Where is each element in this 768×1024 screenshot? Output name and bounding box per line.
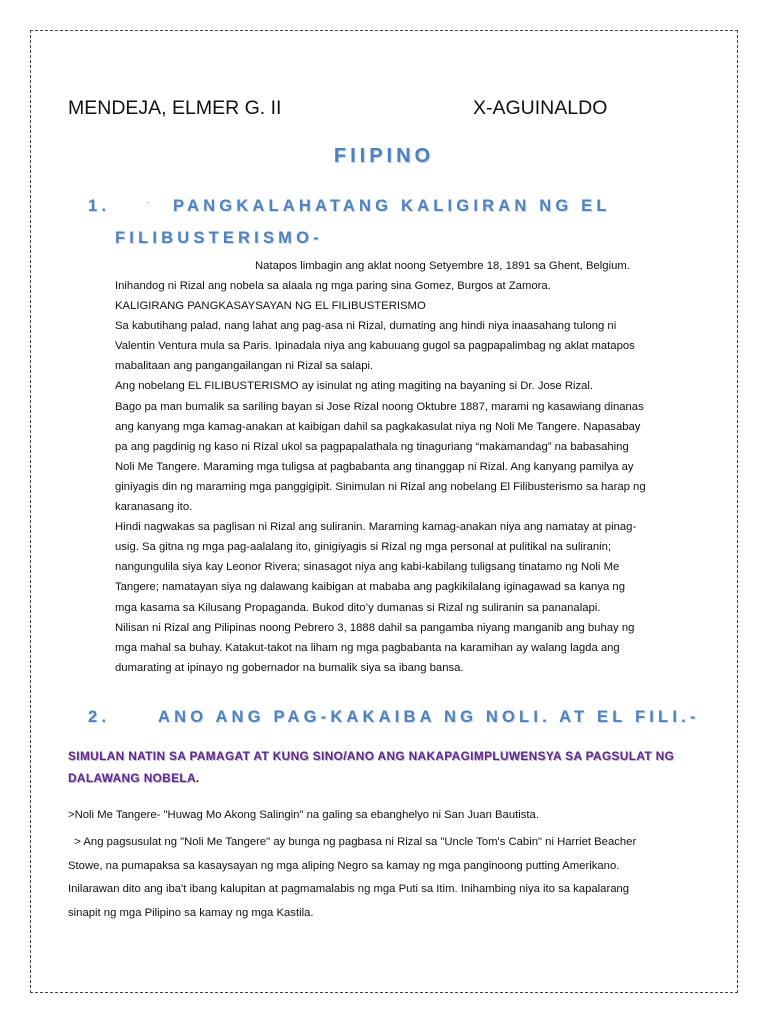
- section-1-first-line: Natapos limbagin ang aklat noong Setyembre 18, 1891 sa Ghent, Belgium.: [255, 260, 630, 272]
- body-line: KALIGIRANG PANGKASAYSAYAN NG EL FILIBUSTERISMO: [115, 300, 426, 313]
- body-line: mabalitaan ang pangangailangan ni Rizal sa salapi.: [115, 360, 374, 373]
- paragraph-line: Stowe, na pumapaksa sa kasaysayan ng mga aliping Negro sa kamay ng mga panginoong putting Amerikano.: [68, 859, 620, 872]
- heading-1-title: PANGKALAHATANG KALIGIRAN NG EL: [173, 197, 611, 215]
- heading-1-number: 1.: [88, 197, 111, 215]
- heading-2-number: 2.: [88, 708, 111, 726]
- body-line: Sa kabutihang palad, nang lahat ang pag-asa ni Rizal, dumating ang hindi niya inaasahang tulong ni: [115, 320, 617, 333]
- body-line: dumarating at ipinayo ng gobernador na bumalik siya sa ibang bansa.: [115, 661, 464, 674]
- emphasis-text: DALAWANG NOBELA: [68, 771, 196, 785]
- body-line: Inihandog ni Rizal ang nobela sa alaala ng mga paring sina Gomez, Burgos at Zamora.: [115, 280, 551, 292]
- body-line: mga kasama sa Kilusang Propaganda. Bukod dito’y dumanas si Rizal ng suliranin sa pananalapi.: [115, 601, 601, 614]
- emphasis-line-1: SIMULAN NATIN SA PAMAGAT AT KUNG SINO/ANO ANG NAKAPAGIMPLUWENSYA SA PAGSULAT NG: [68, 749, 675, 763]
- body-line: Valentin Ventura mula sa Paris. Ipinadala niya ang kabuuang gugol sa pagpapalimbag ng aklat matapos: [115, 340, 635, 353]
- subject-title: FIIPINO: [333, 145, 435, 167]
- paragraph-noli-meaning: [68, 804, 702, 828]
- section-1-body: [115, 276, 710, 678]
- body-line: Hindi nagwakas sa paglisan ni Rizal ang suliranin. Maraming kamag-anakan niya ang namatay at pinag-: [115, 521, 637, 534]
- paragraph-line: sinapit ng mga Pilipino sa kamay ng mga Kastila.: [68, 906, 314, 919]
- heading-1-mark: ·: [147, 197, 150, 207]
- body-line: Tangere; namatayan siya ng dalawang kaibigan at mababa ang pagkikilalang iginagawad sa kanya ng: [115, 581, 625, 594]
- body-line: Ang nobelang EL FILIBUSTERISMO ay isinulat ng ating magiting na bayaning si Dr. Jose Rizal.: [115, 380, 594, 393]
- body-line: ang kanyang mga kamag-anakan at kaibigan dahil sa pagkakasulat niya ng Noli Me Tangere. Napasabay: [115, 420, 641, 433]
- paragraph-noli-influence: [68, 831, 702, 925]
- body-line: Nilisan ni Rizal ang Pilipinas noong Pebrero 3, 1888 dahil sa pangamba niyang manganib ang buhay ng: [115, 621, 635, 634]
- body-line: mga mahal sa buhay. Katakut-takot na liham ng mga pagbabanta na karamihan ay walang lagda ang: [115, 641, 620, 654]
- body-line: karanasang ito.: [115, 501, 193, 514]
- paragraph-line: >Noli Me Tangere- "Huwag Mo Akong Salingin" na galing sa ebanghelyo ni San Juan Bautista.: [68, 809, 539, 821]
- emphasis-line-2: [68, 771, 700, 785]
- body-line: Noli Me Tangere. Maraming mga tuligsa at pagbabanta ang tinanggap ni Rizal. Ang kanyang pamilya ay: [115, 460, 634, 473]
- emphasis-period: .: [195, 771, 200, 785]
- body-line: Bago pa man bumalik sa sariling bayan si Jose Rizal noong Oktubre 1887, marami ng kasawiang dinanas: [115, 400, 644, 413]
- body-line: pa ang pagdinig ng kaso ni Rizal ukol sa pagpapalathala ng tinaguriang “makamandag” na babasahing: [115, 440, 629, 453]
- body-line: giniyagis din ng maraming mga panggigipit. Sinimulan ni Rizal ang nobelang El Filibusterismo sa harap ng: [115, 480, 646, 493]
- body-line: nangungulila siya kay Leonor Rivera; sinasagot niya ang kabi-kabilang tuligsang tinatamo ng Noli Me: [115, 561, 620, 574]
- body-line: usig. Sa gitna ng mga pag-aalalang ito, ginigiyagis si Rizal ng mga personal at pulitikal na suliranin;: [115, 541, 612, 554]
- heading-2-title: ANO ANG PAG-KAKAIBA NG NOLI. AT EL FILI.-: [158, 708, 700, 726]
- class-section: X-AGUINALDO: [473, 97, 608, 119]
- student-name: MENDEJA, ELMER G. II: [68, 97, 282, 119]
- paragraph-line: > Ang pagsusulat ng "Noli Me Tangere" ay bunga ng pagbasa ni Rizal sa "Uncle Tom's Cabin" ni Harriet Beacher: [68, 836, 637, 848]
- paragraph-line: Inilarawan dito ang iba't ibang kalupitan at pagmamalabis ng mga Puti sa Itim. Inihambing niya ito sa kapalarang: [68, 883, 630, 895]
- heading-1-title-cont: FILIBUSTERISMO-: [115, 229, 323, 247]
